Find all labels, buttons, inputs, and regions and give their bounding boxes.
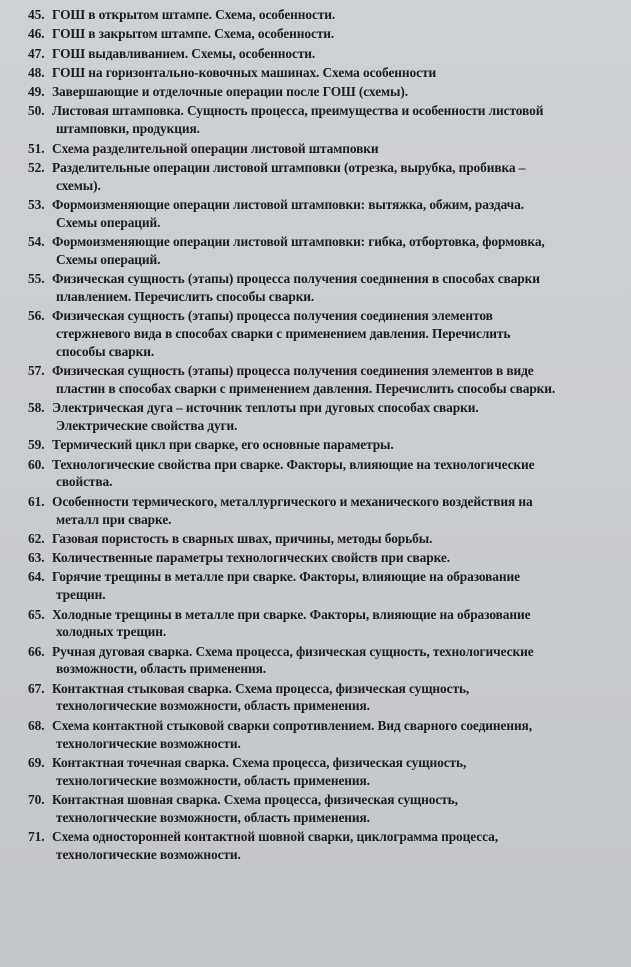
item-text-line: Завершающие и отделочные операции после ГОШ (схемы). — [52, 84, 409, 100]
item-text-line: ГОШ выдавливанием. Схемы, особенности. — [52, 45, 316, 61]
item-text — [52, 754, 625, 790]
list-item — [0, 83, 625, 101]
item-text — [52, 307, 625, 360]
item-text-continuation: металл при сварке. — [56, 511, 172, 527]
item-text-line: ГОШ в закрытом штампе. Схема, особенности. — [52, 26, 335, 42]
item-text — [52, 456, 625, 492]
list-item — [0, 233, 625, 269]
list-item — [0, 140, 625, 158]
item-number: 46 . — [28, 25, 52, 43]
item-text-continuation: технологические возможности, область применения. — [56, 809, 370, 825]
item-number: 62 . — [28, 530, 52, 548]
item-text-line: Технологические свойства при сварке. Факторы, влияющие на технологические — [52, 456, 535, 472]
list-item — [0, 436, 625, 454]
item-text-continuation: схемы). — [56, 177, 101, 193]
list-item — [0, 102, 625, 138]
list-item — [0, 791, 625, 827]
list-item — [0, 549, 625, 567]
list-item — [0, 530, 625, 548]
item-text-line: Горячие трещины в металле при сварке. Факторы, влияющие на образование — [52, 569, 520, 585]
item-text-continuation: штамповки, продукция. — [56, 121, 200, 137]
item-text-line: Особенности термического, металлургического и механического воздействия на — [52, 493, 533, 509]
list-item — [0, 270, 625, 306]
list-item — [0, 307, 625, 360]
item-text — [52, 362, 625, 398]
item-text — [52, 717, 625, 753]
item-number: 63 . — [28, 549, 52, 567]
item-text-continuation: Электрические свойства дуги. — [56, 418, 238, 434]
item-text-line: Ручная дуговая сварка. Схема процесса, физическая сущность, технологические — [52, 643, 534, 659]
item-text — [52, 436, 625, 454]
item-text-line: Термический цикл при сварке, его основные параметры. — [52, 437, 394, 453]
item-text-continuation: трещин. — [56, 587, 106, 603]
item-number: 58 . — [28, 399, 52, 417]
item-text-line: Листовая штамповка. Сущность процесса, преимущества и особенности листовой — [52, 103, 544, 119]
item-text-continuation: технологические возможности, область применения. — [56, 772, 370, 788]
item-text-line: Формоизменяющие операции листовой штамповки: вытяжка, обжим, раздача. — [52, 196, 524, 212]
item-text-line: Газовая пористость в сварных швах, причины, методы борьбы. — [52, 530, 433, 546]
item-text-line: Схема контактной стыковой сварки сопротивлением. Вид сварного соединения, — [52, 717, 532, 733]
item-text — [52, 643, 625, 679]
item-number: 48 . — [28, 64, 52, 82]
item-text-continuation: технологические возможности, область применения. — [56, 698, 370, 714]
item-text-continuation: свойства. — [56, 474, 113, 490]
item-text-line: Формоизменяющие операции листовой штамповки: гибка, отбортовка, формовка, — [52, 234, 545, 250]
item-number: 57 . — [28, 362, 52, 380]
item-number: 70 . — [28, 791, 52, 809]
item-text-continuation: технологические возможности. — [56, 846, 241, 862]
item-text — [52, 6, 625, 24]
list-item — [0, 568, 625, 604]
list-item — [0, 362, 625, 398]
item-text-line: Количественные параметры технологических свойств при сварке. — [52, 550, 451, 566]
item-text-line: Контактная стыковая сварка. Схема процесса, физическая сущность, — [52, 680, 470, 696]
item-text — [52, 791, 625, 827]
item-number: 65 . — [28, 606, 52, 624]
list-item — [0, 643, 625, 679]
item-number: 67 . — [28, 680, 52, 698]
item-number: 68 . — [28, 717, 52, 735]
item-number: 45 . — [28, 6, 52, 24]
item-text — [52, 530, 625, 548]
list-item — [0, 25, 625, 43]
item-text — [52, 606, 625, 642]
item-text-line: Физическая сущность (этапы) процесса получения соединения элементов — [52, 308, 493, 324]
item-number: 51 . — [28, 140, 52, 158]
list-item — [0, 493, 625, 529]
list-item — [0, 196, 625, 232]
list-item — [0, 680, 625, 716]
item-text — [52, 102, 625, 138]
item-text — [52, 493, 625, 529]
item-text-line: Электрическая дуга – источник теплоты при дуговых способах сварки. — [52, 400, 479, 416]
item-text-continuation: технологические возможности. — [56, 735, 241, 751]
item-text — [52, 828, 625, 864]
item-text — [52, 549, 625, 567]
item-text — [52, 64, 625, 82]
list-item — [0, 606, 625, 642]
item-number: 53 . — [28, 196, 52, 214]
item-text-continuation: пластин в способах сварки с применением давления. Перечислить способы сварки. — [56, 380, 556, 396]
item-text-line: Схема разделительной операции листовой штамповки — [52, 140, 379, 156]
item-text-line: Холодные трещины в металле при сварке. Факторы, влияющие на образование — [52, 606, 531, 622]
item-number: 61 . — [28, 493, 52, 511]
item-text — [52, 270, 625, 306]
list-item — [0, 828, 625, 864]
item-number: 49 . — [28, 83, 52, 101]
item-number: 55 . — [28, 270, 52, 288]
item-text — [52, 140, 625, 158]
item-text-line: Разделительные операции листовой штамповки (отрезка, вырубка, пробивка – — [52, 159, 526, 175]
item-text — [52, 680, 625, 716]
item-text-continuation: Схемы операций. — [56, 251, 161, 267]
item-text-line: Схема односторонней контактной шовной сварки, циклограмма процесса, — [52, 829, 498, 845]
item-number: 54 . — [28, 233, 52, 251]
item-text-line: Контактная точечная сварка. Схема процесса, физическая сущность, — [52, 754, 467, 770]
list-item — [0, 45, 625, 63]
item-number: 66 . — [28, 643, 52, 661]
item-number: 50 . — [28, 102, 52, 120]
item-text-line: Контактная шовная сварка. Схема процесса, физическая сущность, — [52, 791, 458, 807]
item-number: 56 . — [28, 307, 52, 325]
item-number: 59 . — [28, 436, 52, 454]
list-item — [0, 456, 625, 492]
list-item — [0, 6, 625, 24]
list-item — [0, 754, 625, 790]
item-text — [52, 233, 625, 269]
item-text-continuation: возможности, область применения. — [56, 661, 267, 677]
item-number: 60 . — [28, 456, 52, 474]
item-number: 52 . — [28, 159, 52, 177]
item-text — [52, 196, 625, 232]
item-text-continuation: холодных трещин. — [56, 624, 167, 640]
item-text — [52, 25, 625, 43]
item-text — [52, 159, 625, 195]
item-text — [52, 45, 625, 63]
item-number: 69 . — [28, 754, 52, 772]
item-text-line: Физическая сущность (этапы) процесса получения соединения элементов в виде — [52, 363, 534, 379]
list-item — [0, 64, 625, 82]
item-text-line: ГОШ в открытом штампе. Схема, особенности. — [52, 7, 336, 22]
item-number: 71 . — [28, 828, 52, 846]
item-text — [52, 83, 625, 101]
item-text-line: Физическая сущность (этапы) процесса получения соединения в способах сварки — [52, 271, 540, 287]
item-text-continuation: Схемы операций. — [56, 214, 161, 230]
item-text-continuation: стержневого вида в способах сварки с применением давления. Перечислить — [56, 326, 511, 342]
list-item — [0, 159, 625, 195]
item-text-line: ГОШ на горизонтально-ковочных машинах. Схема особенности — [52, 64, 437, 80]
item-number: 47 . — [28, 45, 52, 63]
item-text — [52, 568, 625, 604]
item-text-continuation: плавлением. Перечислить способы сварки. — [56, 288, 315, 304]
item-number: 64 . — [28, 568, 52, 586]
item-text — [52, 399, 625, 435]
item-text-continuation: способы сварки. — [56, 343, 155, 359]
list-item — [0, 717, 625, 753]
list-item — [0, 399, 625, 435]
